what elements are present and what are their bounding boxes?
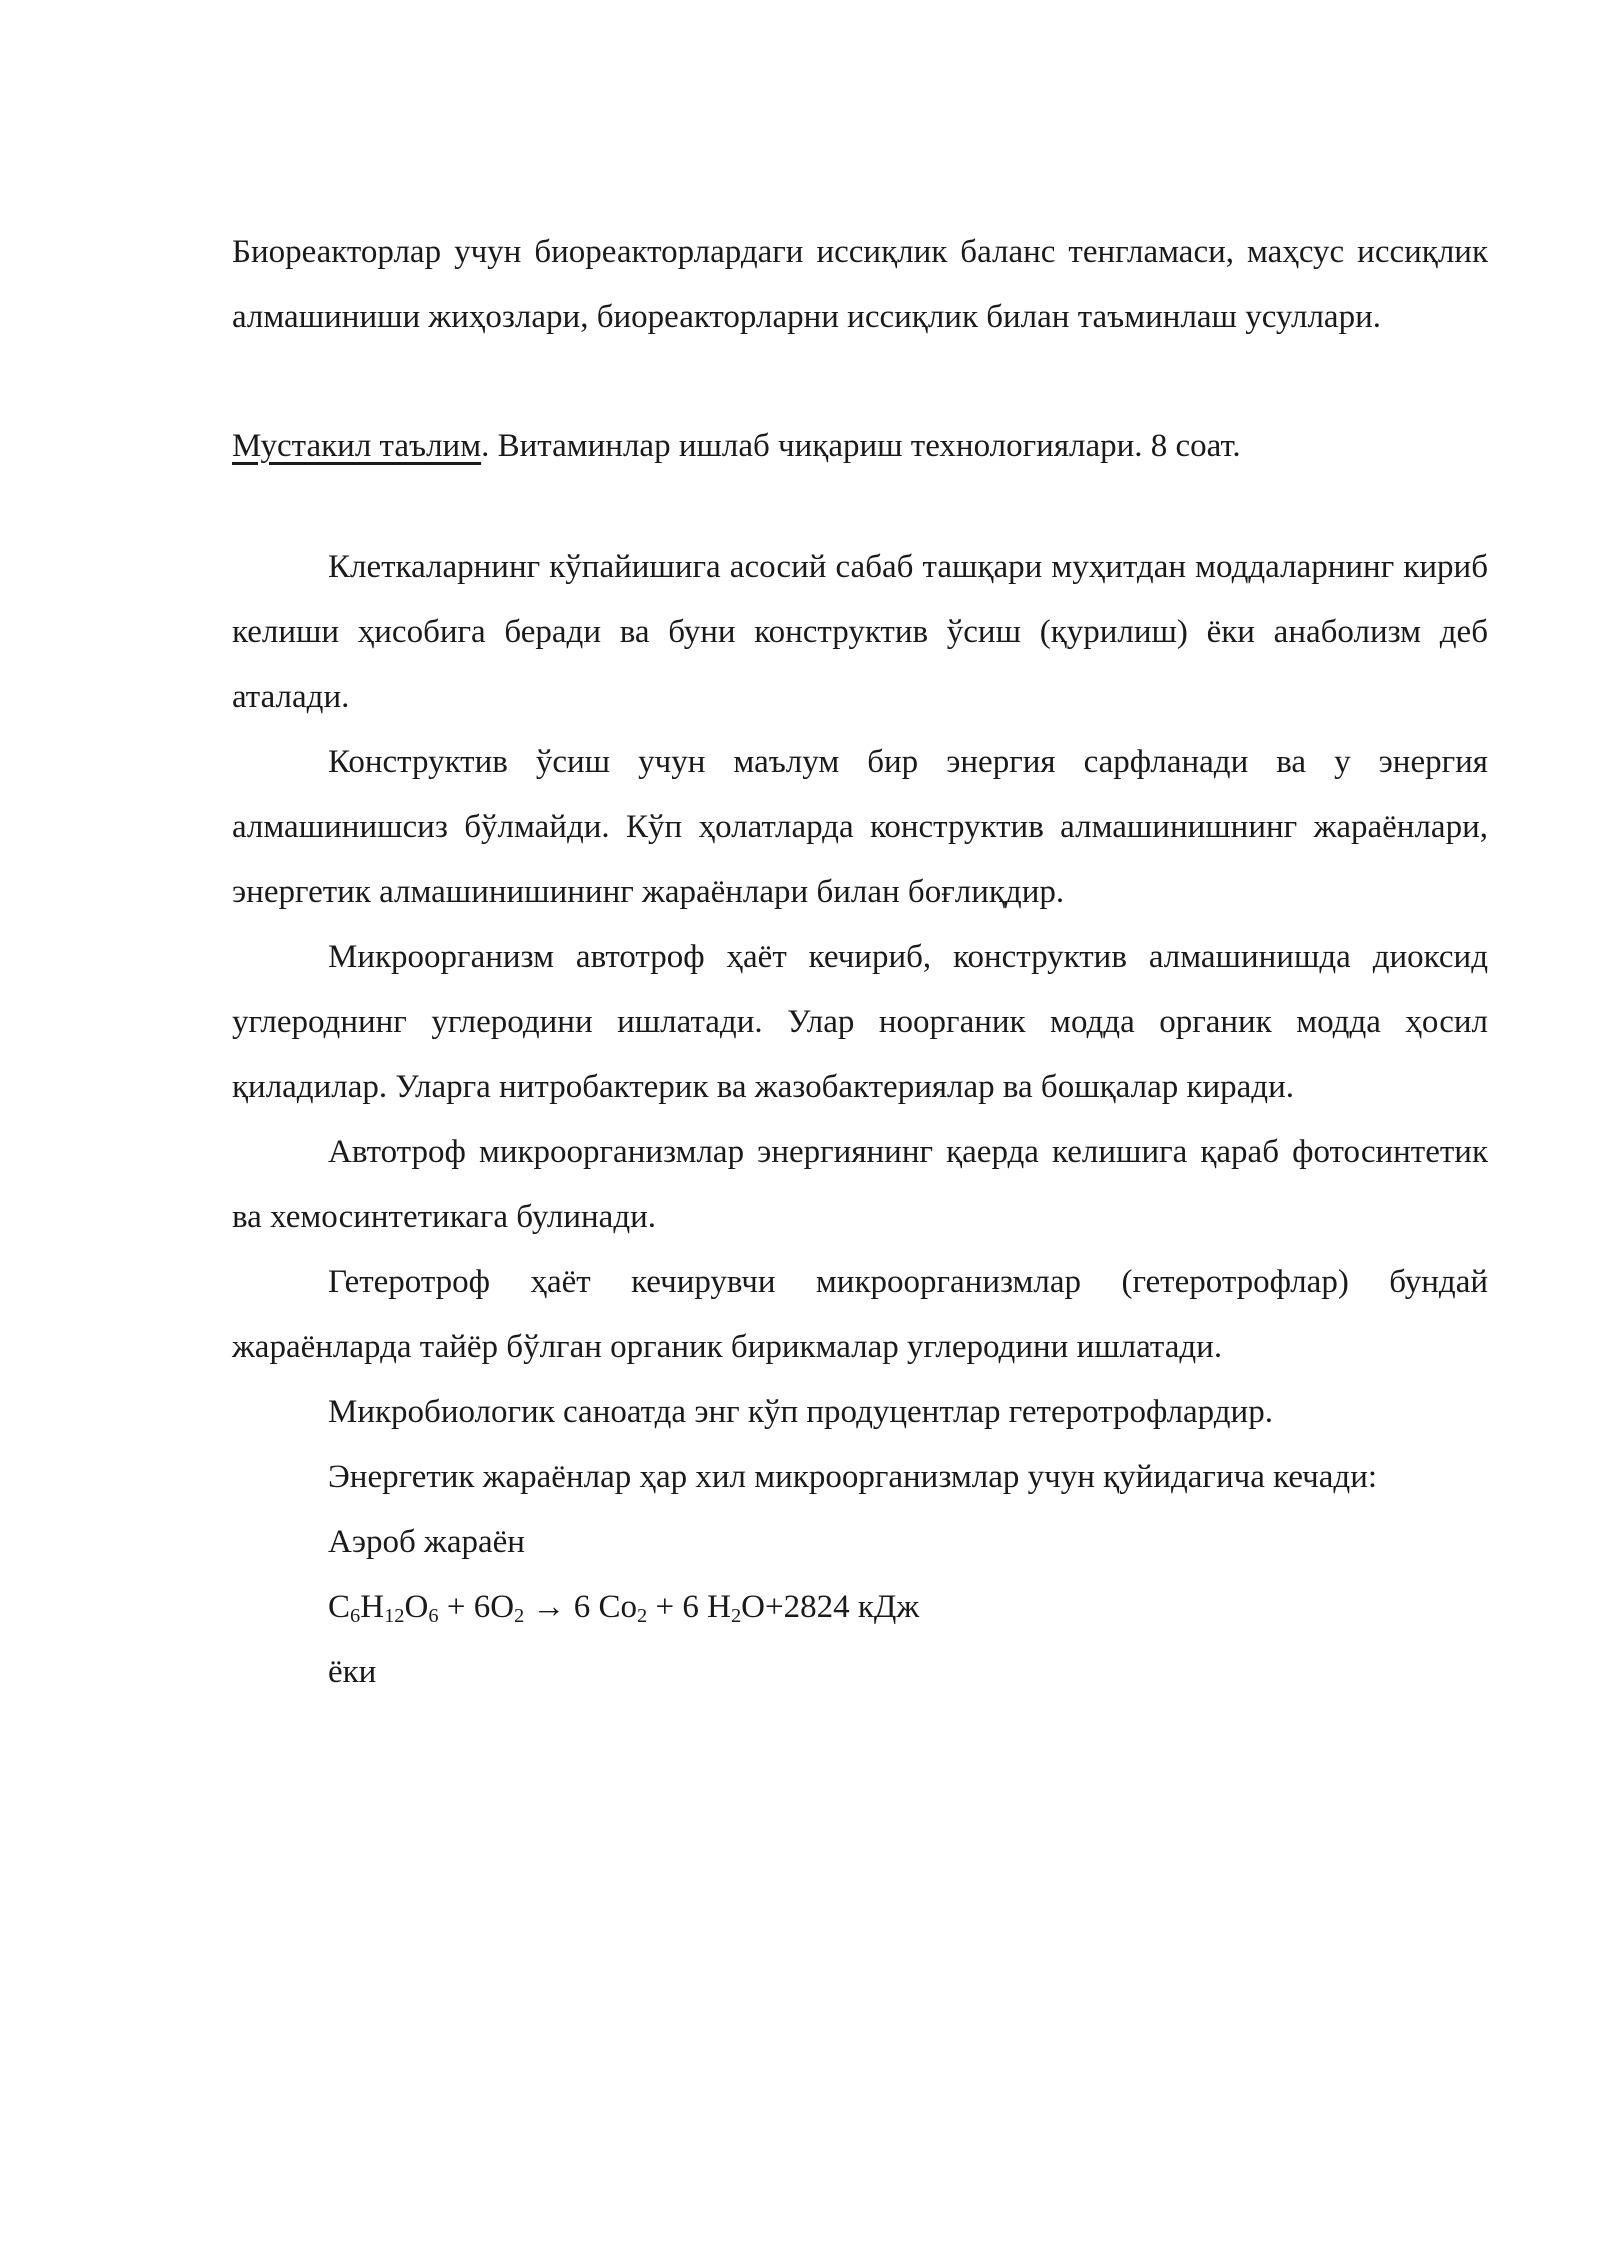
paragraph-autotroph-energy: Автотроф микроорганизмлар энергиянинг қаерда келишига қараб фотосинтетик ва хемосинтетикага булинади. (232, 1134, 1488, 1235)
formula-part: O+2824 кДж (741, 1589, 920, 1625)
paragraph-autotroph: Микроорганизм автотроф ҳаёт кечириб, конструктив алмашинишда диоксид углероднинг углеродини ишлатади. Улар ноорганик модда органик модда ҳосил қиладилар. Уларга нитробактерик ва жазобактериялар ва бошқалар киради. (232, 939, 1488, 1105)
paragraph-or: ёки (328, 1654, 377, 1690)
formula-subscript: 6 (428, 1605, 439, 1628)
section-heading (232, 414, 1488, 479)
paragraph-cell-growth: Клеткаларнинг кўпайишига асосий сабаб ташқари муҳитдан моддаларнинг кириб келиши ҳисобига беради ва буни конструктив ўсиш (қурилиш) ёки анаболизм деб аталади. (232, 549, 1488, 715)
formula-subscript: 2 (637, 1605, 648, 1628)
formula-subscript: 12 (384, 1605, 405, 1628)
spacer (232, 479, 1488, 535)
paragraph-producers: Микробиологик саноатда энг кўп продуцентлар гетеротрофлардир. (328, 1394, 1273, 1430)
formula-part: → 6 Co (524, 1589, 638, 1625)
paragraph-constructive-growth: Конструктив ўсиш учун маълум бир энергия сарфланади ва у энергия алмашинишсиз бўлмайди. Кўп ҳолатларда конструктив алмашинишнинг жараёнлари, энергетик алмашинишининг жараёнлари билан боғлиқдир. (232, 744, 1488, 910)
formula-part: + 6O (438, 1589, 515, 1625)
section-heading-title: . Витаминлар ишлаб чиқариш технологиялари. 8 соат. (481, 428, 1241, 464)
formula-subscript: 6 (350, 1605, 361, 1628)
formula-subscript: 2 (730, 1605, 742, 1628)
document-page (232, 220, 1488, 1705)
formula-subscript: 2 (514, 1605, 525, 1628)
paragraph-heterotroph: Гетеротроф ҳаёт кечирувчи микроорганизмлар (гетеротрофлар) бундай жараёнларда тайёр бўлган органик бирикмалар углеродини ишлатади. (232, 1264, 1488, 1365)
section-heading-underlined: Мустакил таълим (232, 428, 482, 464)
formula-part: + 6 H (647, 1589, 731, 1625)
spacer (232, 350, 1488, 414)
paragraph-energy-processes: Энергетик жараёнлар ҳар хил микроорганизмлар учун қуйидагича кечади: (328, 1459, 1378, 1495)
paragraph-bioreactor-heat: Биореакторлар учун биореакторлардаги иссиқлик баланс тенгламаси, маҳсус иссиқлик алмашиниши жиҳозлари, биореакторларни иссиқлик билан таъминлаш усуллари. (232, 234, 1488, 335)
paragraph-aerobic-label: Аэроб жараён (328, 1524, 525, 1560)
chemical-formula (232, 1575, 1488, 1640)
formula-part: O (404, 1589, 429, 1625)
formula-part: C (328, 1589, 351, 1625)
formula-part: H (360, 1589, 385, 1625)
